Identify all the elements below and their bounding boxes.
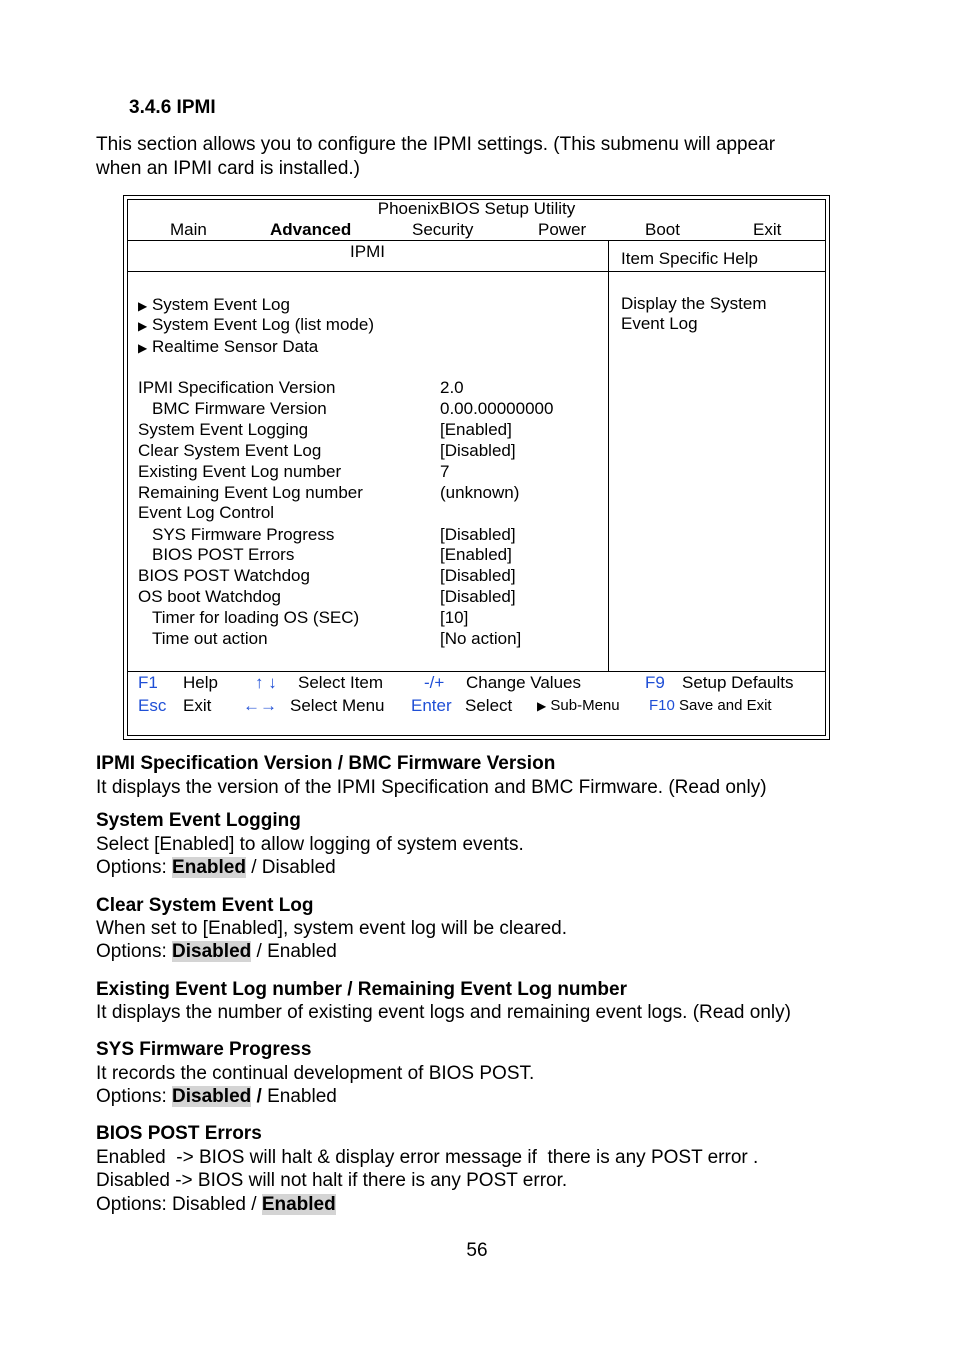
bios-utility-title: PhoenixBIOS Setup Utility (377, 199, 576, 218)
desc-title-ipmi-version: IPMI Specification Version / BMC Firmware Version (96, 753, 556, 774)
submenu-system-event-log-list[interactable]: ▶ System Event Log (list mode) (138, 315, 374, 334)
desc-text-sel-logging: Select [Enabled] to allow logging of system events. (96, 834, 524, 855)
setting-label[interactable]: BIOS POST Errors (152, 545, 295, 564)
key-f9: F9 (645, 673, 665, 692)
default-option: Disabled (172, 1086, 252, 1107)
submenu-arrow-icon: ▶ (138, 341, 148, 355)
submenu-realtime-sensor-data[interactable]: ▶ Realtime Sensor Data (138, 337, 319, 356)
setting-value[interactable]: [Enabled] (440, 420, 512, 439)
key-setup-defaults-label: Setup Defaults (682, 673, 794, 692)
submenu-system-event-log[interactable]: ▶ System Event Log (138, 295, 290, 314)
key-change-values-label: Change Values (466, 673, 581, 692)
desc-text-bios-post-errors-1: Enabled -> BIOS will halt & display error message if there is any POST error . (96, 1147, 759, 1168)
desc-options-bios-post-errors: Options: Disabled / Enabled (96, 1194, 336, 1215)
setting-value[interactable]: [Enabled] (440, 545, 512, 564)
default-option: Enabled (261, 1194, 336, 1215)
arrow-up-down-icon: ↑ ↓ (255, 673, 277, 692)
default-option: Disabled (172, 941, 252, 962)
setting-value[interactable]: [Disabled] (440, 587, 516, 606)
desc-title-clear-sel: Clear System Event Log (96, 895, 314, 916)
key-sub-menu: ▶ Sub-Menu (537, 697, 620, 714)
key-f10: F10 (649, 697, 675, 714)
section-title: 3.4.6 IPMI (129, 97, 216, 118)
default-option: Enabled (172, 857, 246, 878)
setting-value: 2.0 (440, 378, 464, 397)
divider (127, 271, 826, 272)
setting-value[interactable]: [Disabled] (440, 566, 516, 585)
key-f10-save-exit: F10 Save and Exit (649, 697, 772, 714)
setting-label: Event Log Control (138, 503, 275, 522)
desc-text-sys-fw-progress: It records the continual development of BIOS POST. (96, 1063, 535, 1084)
help-text-line-1: Display the System (621, 294, 767, 313)
desc-options-sys-fw-progress: Options: Disabled / Enabled (96, 1086, 337, 1107)
divider (608, 240, 609, 671)
help-text-line-2: Event Log (621, 314, 698, 333)
key-minus-plus: -/+ (424, 673, 445, 692)
setting-label[interactable]: Clear System Event Log (138, 441, 322, 460)
key-f1: F1 (138, 673, 158, 692)
menu-main[interactable]: Main (170, 220, 207, 239)
desc-title-sys-fw-progress: SYS Firmware Progress (96, 1039, 312, 1060)
setting-label: BMC Firmware Version (152, 399, 327, 418)
key-select-label: Select (465, 696, 513, 715)
key-enter: Enter (411, 696, 452, 715)
key-select-item-label: Select Item (298, 673, 384, 692)
desc-title-event-log-number: Existing Event Log number / Remaining Event Log number (96, 979, 627, 1000)
panel-title: IPMI (350, 242, 385, 261)
setting-label: IPMI Specification Version (138, 378, 336, 397)
divider (127, 671, 826, 672)
desc-text-clear-sel: When set to [Enabled], system event log will be cleared. (96, 918, 568, 939)
submenu-arrow-icon: ▶ (537, 699, 547, 713)
key-esc: Esc (138, 696, 167, 715)
page-number: 56 (466, 1240, 488, 1261)
setting-value: 0.00.00000000 (440, 399, 554, 418)
setting-label[interactable]: Timer for loading OS (SEC) (152, 608, 360, 627)
menu-boot[interactable]: Boot (645, 220, 680, 239)
menu-security[interactable]: Security (412, 220, 474, 239)
arrow-left-right-icon: ←→ (243, 696, 277, 715)
desc-text-event-log-number: It displays the number of existing event logs and remaining event logs. (Read only) (96, 1002, 791, 1023)
desc-title-bios-post-errors: BIOS POST Errors (96, 1123, 262, 1144)
menu-exit[interactable]: Exit (753, 220, 782, 239)
desc-options-sel-logging: Options: Enabled / Disabled (96, 857, 336, 878)
setting-value[interactable]: [No action] (440, 629, 522, 648)
key-exit-label: Exit (183, 696, 212, 715)
setting-value[interactable]: [10] (440, 608, 469, 627)
intro-line-1: This section allows you to configure the IPMI settings. (This submenu will appear (96, 134, 776, 155)
setting-label[interactable]: System Event Logging (138, 420, 309, 439)
help-title: Item Specific Help (621, 249, 758, 268)
divider (127, 240, 826, 241)
setting-value[interactable]: [Disabled] (440, 441, 516, 460)
bios-setup-screen (123, 195, 830, 740)
submenu-arrow-icon: ▶ (138, 319, 148, 333)
setting-label[interactable]: SYS Firmware Progress (152, 525, 335, 544)
key-help-label: Help (183, 673, 218, 692)
desc-options-clear-sel: Options: Disabled / Enabled (96, 941, 337, 962)
desc-title-sel-logging: System Event Logging (96, 810, 301, 831)
setting-value: (unknown) (440, 483, 520, 502)
menu-power[interactable]: Power (538, 220, 587, 239)
setting-label[interactable]: OS boot Watchdog (138, 587, 282, 606)
desc-text-ipmi-version: It displays the version of the IPMI Specification and BMC Firmware. (Read only) (96, 777, 767, 798)
intro-line-2: when an IPMI card is installed.) (96, 158, 361, 179)
setting-label[interactable]: BIOS POST Watchdog (138, 566, 310, 585)
setting-value[interactable]: [Disabled] (440, 525, 516, 544)
key-select-menu-label: Select Menu (290, 696, 385, 715)
menu-advanced[interactable]: Advanced (270, 220, 352, 239)
setting-value: 7 (440, 462, 450, 481)
submenu-arrow-icon: ▶ (138, 299, 148, 313)
setting-label: Remaining Event Log number (138, 483, 363, 502)
setting-label: Existing Event Log number (138, 462, 342, 481)
setting-label[interactable]: Time out action (152, 629, 268, 648)
desc-text-bios-post-errors-2: Disabled -> BIOS will not halt if there is any POST error. (96, 1170, 568, 1191)
